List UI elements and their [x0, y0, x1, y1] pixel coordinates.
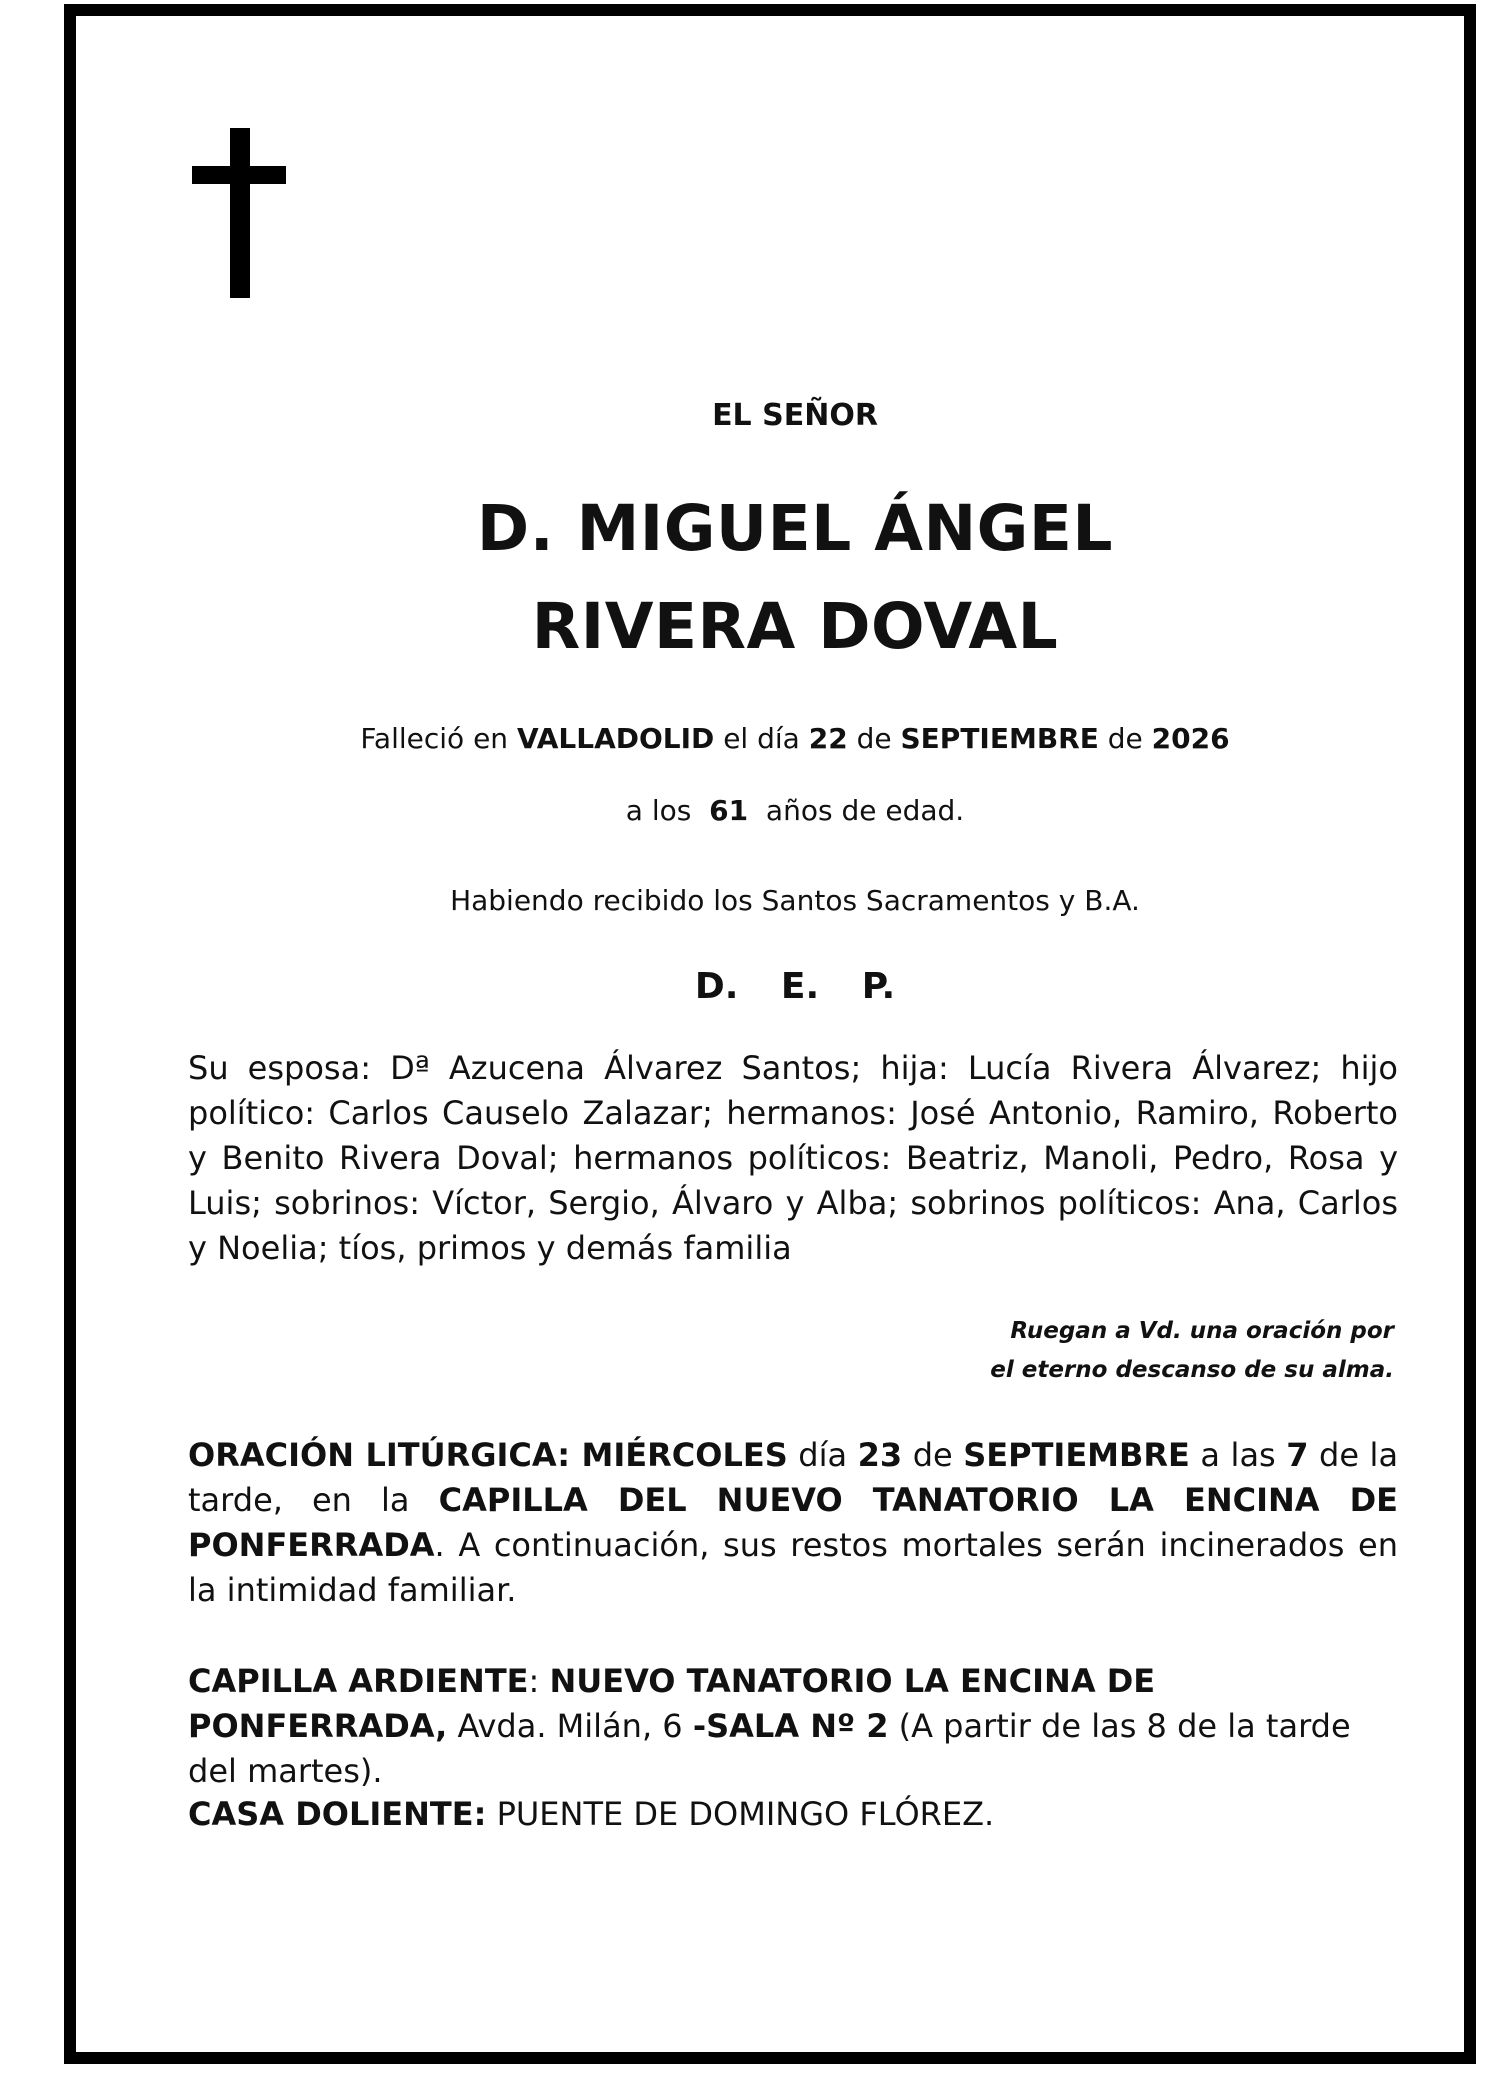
- death-text: Falleció en: [360, 722, 517, 755]
- death-day: 22: [808, 722, 848, 755]
- ceremony-month: SEPTIEMBRE: [963, 1436, 1190, 1474]
- prayer-request: [760, 1312, 1394, 1390]
- ceremony-text: . A continuación, sus restos mortales serán incinerados en la intimidad familiar.: [188, 1526, 1398, 1609]
- ceremony-day: 23: [857, 1436, 903, 1474]
- home-info: [188, 1792, 1398, 1837]
- death-text: de: [847, 722, 901, 755]
- chapel-address: Avda. Milán, 6: [447, 1707, 693, 1745]
- death-place: VALLADOLID: [516, 722, 715, 755]
- ceremony-text: de la tarde, en la: [188, 1436, 1399, 1519]
- ceremony-weekday: MIÉRCOLES: [570, 1436, 788, 1474]
- chapel-text: :: [528, 1662, 550, 1700]
- death-year: 2026: [1151, 722, 1230, 755]
- ceremony-text: de: [902, 1436, 964, 1474]
- death-text: el día: [714, 722, 809, 755]
- family-list: Su esposa: Dª Azucena Álvarez Santos; hija: Lucía Rivera Álvarez; hijo político: Carlos Causelo Zalazar; hermanos: José Antonio, Ramiro, Roberto y Benito Rivera Doval; hermanos políticos: Beatriz, Manoli, Pedro, Rosa y Luis; sobrinos: Víctor, Sergio, Álvaro y Alba; sobrinos políticos: Ana, Carlos y Noelia; tíos, primos y demás familia: [188, 1049, 1398, 1267]
- chapel-room: -SALA Nº 2: [692, 1707, 889, 1745]
- deceased-name: [190, 480, 1400, 676]
- ceremony-text: a las: [1189, 1436, 1287, 1474]
- dep-heading: D. E. P.: [694, 966, 896, 1007]
- chapel-label: CAPILLA ARDIENTE: [188, 1662, 529, 1700]
- age-info: [190, 794, 1400, 827]
- ceremony-text: día: [787, 1436, 858, 1474]
- age-text: a los: [625, 794, 710, 827]
- death-month: SEPTIEMBRE: [900, 722, 1099, 755]
- name-line-1: D. MIGUEL ÁNGEL: [476, 492, 1114, 565]
- chapel-info: [188, 1659, 1398, 1794]
- cross-icon: [192, 128, 286, 298]
- sacraments: Habiendo recibido los Santos Sacramentos y B.A.: [450, 884, 1140, 917]
- chapel-hours: (A partir de las 8 de la tarde del martes).: [188, 1707, 1351, 1790]
- death-text: de: [1098, 722, 1152, 755]
- ceremony-venue: CAPILLA DEL NUEVO TANATORIO LA ENCINA DE PONFERRADA: [188, 1481, 1399, 1564]
- ceremony-label: ORACIÓN LITÚRGICA:: [188, 1436, 571, 1474]
- prayer-line-2: el eterno descanso de su alma.: [990, 1357, 1394, 1383]
- age-text: años de edad.: [748, 794, 965, 827]
- age-years: 61: [709, 794, 749, 827]
- ceremony-hour: 7: [1286, 1436, 1309, 1474]
- name-line-2: RIVERA DOVAL: [531, 590, 1059, 663]
- home-label: CASA DOLIENTE:: [188, 1795, 487, 1833]
- prayer-line-1: Ruegan a Vd. una oración por: [1010, 1318, 1394, 1344]
- home-value: PUENTE DE DOMINGO FLÓREZ.: [486, 1795, 995, 1833]
- chapel-venue: NUEVO TANATORIO LA ENCINA DE PONFERRADA,: [188, 1662, 1156, 1745]
- death-info: [190, 722, 1400, 755]
- title-small: EL SEÑOR: [712, 398, 878, 433]
- ceremony-info: [188, 1433, 1398, 1613]
